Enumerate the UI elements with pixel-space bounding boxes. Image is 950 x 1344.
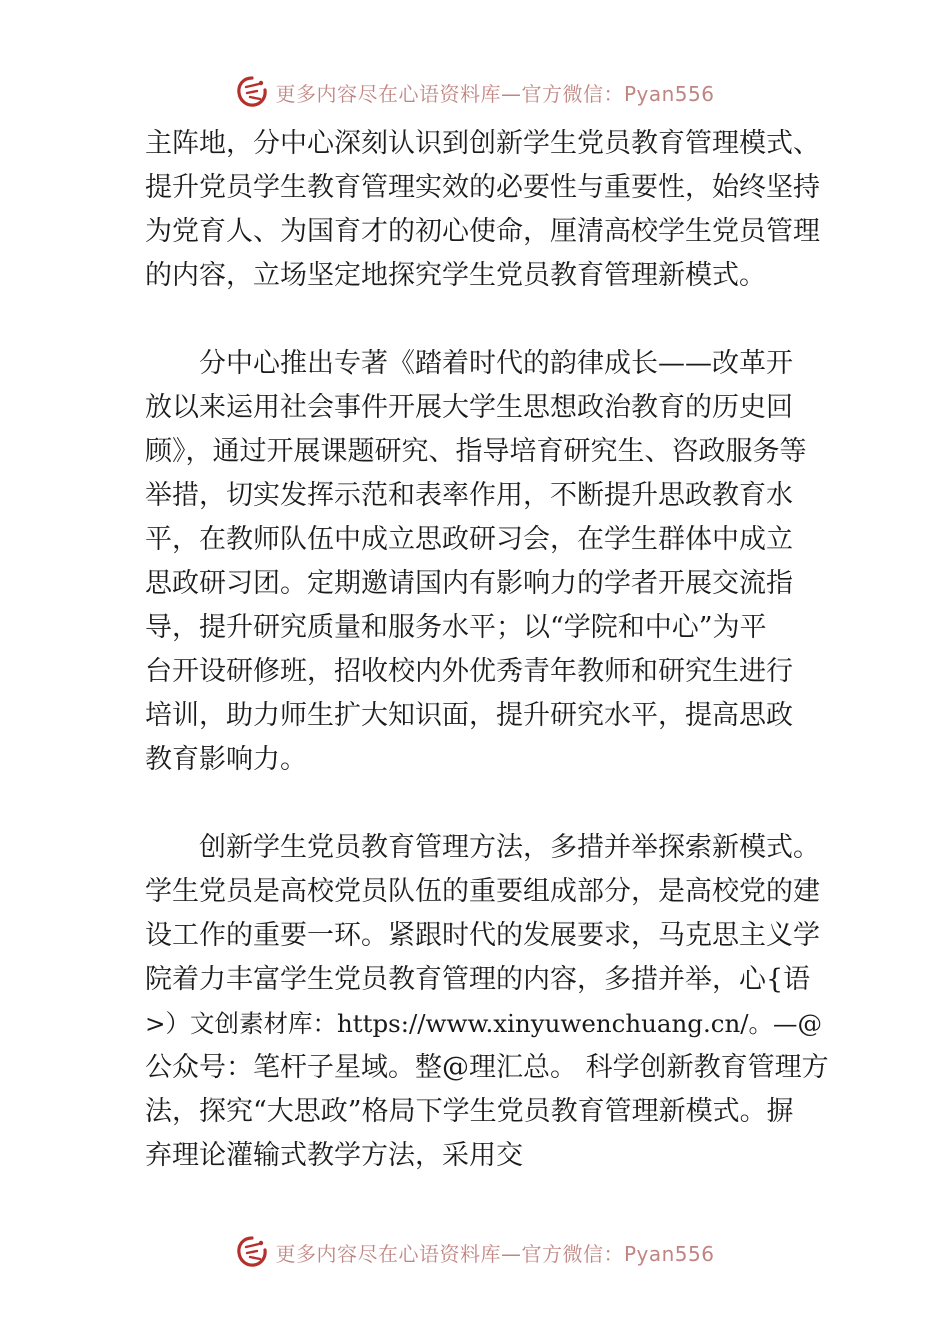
text-line: 弃理论灌输式教学方法，采用交 <box>145 1140 523 1171</box>
paragraph-2 <box>145 342 830 782</box>
text-line: 提升党员学生教育管理实效的必要性与重要性，始终坚持 <box>145 172 820 203</box>
paragraph-gap <box>145 298 830 342</box>
text-line: 学生党员是高校党员队伍的重要组成部分，是高校党的建 <box>145 876 820 907</box>
text-line: 创新学生党员教育管理方法，多措并举探索新模式。 <box>145 832 820 863</box>
text-line: 放以来运用社会事件开展大学生思想政治教育的历史回 <box>145 392 793 423</box>
text-line: 思政研习团。定期邀请国内有影响力的学者开展交流指 <box>145 568 793 599</box>
text-line: 教育影响力。 <box>145 744 307 775</box>
text-line: 台开设研修班，招收校内外优秀青年教师和研究生进行 <box>145 656 793 687</box>
footer-watermark-banner <box>0 1232 950 1272</box>
text-line: 公众号：笔杆子星域。整@理汇总。 科学创新教育管理方 <box>145 1052 829 1083</box>
text-line: 法，探究“大思政”格局下学生党员教育管理新模式。摒 <box>145 1096 794 1127</box>
header-watermark-banner <box>0 72 950 112</box>
text-line: 举措，切实发挥示范和表率作用，不断提升思政教育水 <box>145 480 793 511</box>
watermark-text: 更多内容尽在心语资料库—官方微信：Pyan556 <box>275 81 715 106</box>
paragraph-1 <box>145 122 830 298</box>
text-line: 分中心推出专著《踏着时代的韵律成长——改革开 <box>145 348 793 379</box>
text-line: >）文创素材库：https://www.xinyuwenchuang.cn/。—@ <box>145 1009 823 1038</box>
text-line: 为党育人、为国育才的初心使命，厘清高校学生党员管理 <box>145 216 820 247</box>
text-line: 院着力丰富学生党员教育管理的内容，多措并举，心{语 <box>145 964 811 995</box>
text-line: 导，提升研究质量和服务水平；以“学院和中心”为平 <box>145 612 767 643</box>
brush-seal-logo-icon <box>235 1235 269 1269</box>
watermark-text: 更多内容尽在心语资料库—官方微信：Pyan556 <box>275 1241 715 1266</box>
brush-seal-logo-icon <box>235 75 269 109</box>
text-line: 顾》，通过开展课题研究、指导培育研究生、咨政服务等 <box>145 436 807 467</box>
text-line: 平，在教师队伍中成立思政研习会，在学生群体中成立 <box>145 524 793 555</box>
text-line: 主阵地，分中心深刻认识到创新学生党员教育管理模式、 <box>145 128 820 159</box>
paragraph-3 <box>145 826 830 1178</box>
text-line: 设工作的重要一环。紧跟时代的发展要求，马克思主义学 <box>145 920 820 951</box>
document-body <box>145 122 830 1178</box>
paragraph-gap <box>145 782 830 826</box>
text-line: 的内容，立场坚定地探究学生党员教育管理新模式。 <box>145 260 766 291</box>
text-line: 培训，助力师生扩大知识面，提升研究水平，提高思政 <box>145 700 793 731</box>
